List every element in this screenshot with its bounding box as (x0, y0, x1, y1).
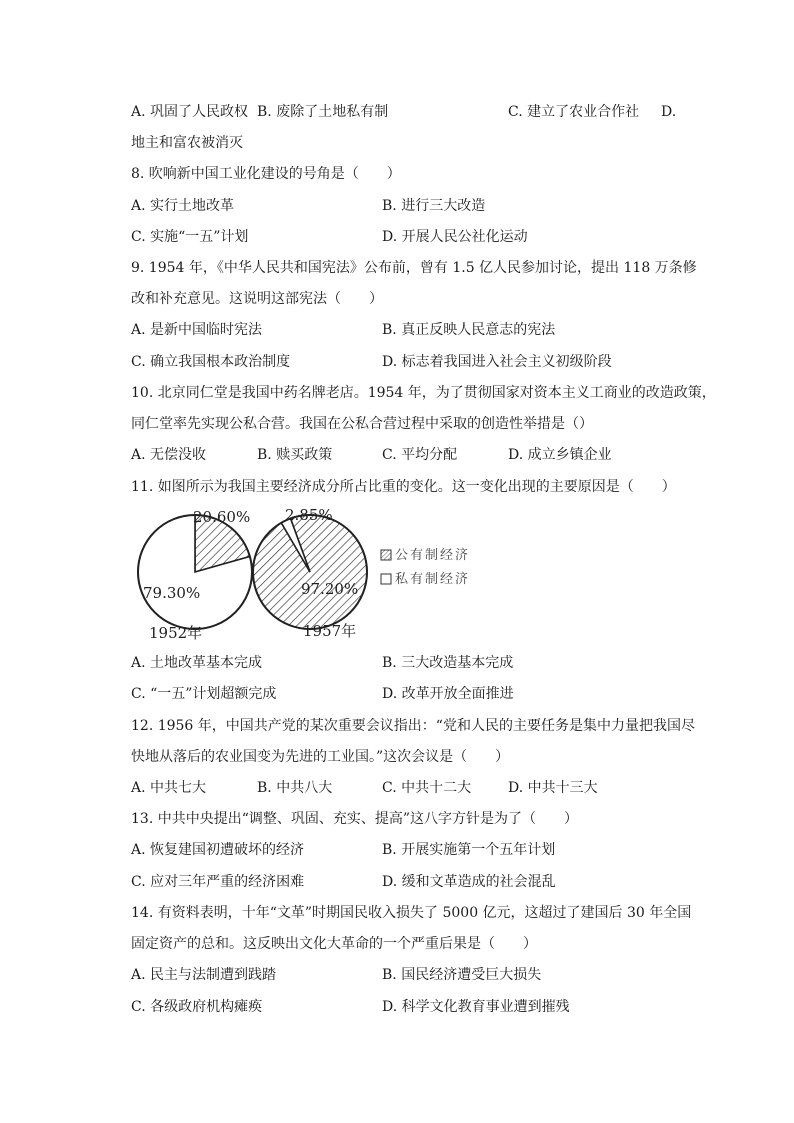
q14-option-a[interactable]: A. 民主与法制遭到践踏 (131, 967, 277, 983)
q13-stem: 13. 中共中央提出“调整、巩固、充实、提高”这八字方针是为了（ ） (131, 811, 579, 827)
q7-option-d-text[interactable]: 地主和富农被消灭 (131, 135, 243, 151)
q11-option-a[interactable]: A. 土地改革基本完成 (131, 655, 263, 671)
q14-stem-line1: 14. 有资料表明，十年“文革”时期国民收入损失了 5000 亿元，这超过了建国后 30 年全国 (131, 905, 692, 921)
q11-pie-figure (125, 500, 505, 645)
q10-option-b[interactable]: B. 赎买政策 (257, 447, 333, 463)
q12-stem-line1: 12. 1956 年，中国共产党的某次重要会议指出：“党和人民的主要任务是集中力量把我国尽 (131, 718, 695, 734)
q12-option-c[interactable]: C. 中共十二大 (382, 780, 472, 796)
q7-option-b[interactable]: B. 废除了土地私有制 (257, 104, 389, 120)
legend (381, 547, 470, 587)
q12-option-b[interactable]: B. 中共八大 (257, 780, 333, 796)
q13-option-b[interactable]: B. 开展实施第一个五年计划 (382, 842, 556, 858)
legend-public-label: 公有制经济 (395, 548, 471, 563)
q8-option-c[interactable]: C. 实施“一五”计划 (131, 229, 249, 245)
q8-option-d[interactable]: D. 开展人民公社化运动 (382, 229, 528, 245)
q13-option-a[interactable]: A. 恢复建国初遭破坏的经济 (131, 842, 305, 858)
pie-1957-public-label: 97.20% (301, 580, 359, 598)
q9-option-c[interactable]: C. 确立我国根本政治制度 (131, 354, 291, 370)
q12-stem-line2: 快地从落后的农业国变为先进的工业国。”这次会议是（ ） (131, 749, 510, 765)
pie-1952-year: 1952年 (149, 624, 203, 642)
q7-option-d-label[interactable]: D. (661, 104, 677, 120)
pie-1957 (253, 515, 367, 629)
q8-option-b[interactable]: B. 进行三大改造 (382, 198, 486, 214)
q10-option-d[interactable]: D. 成立乡镇企业 (508, 447, 612, 463)
legend-private-swatch (381, 574, 391, 584)
q13-option-c[interactable]: C. 应对三年严重的经济困难 (131, 874, 305, 890)
q11-option-d[interactable]: D. 改革开放全面推进 (382, 686, 514, 702)
q14-stem-line2: 固定资产的总和。这反映出文化大革命的一个严重后果是（ ） (131, 936, 537, 952)
q12-option-d[interactable]: D. 中共十三大 (508, 780, 598, 796)
pie-1952-private-label: 79.30% (143, 584, 201, 602)
pie-1952-public-label: 20.60% (193, 508, 251, 526)
pie-1957-year: 1957年 (303, 622, 357, 640)
q13-option-d[interactable]: D. 缓和文革造成的社会混乱 (382, 874, 556, 890)
q11-stem: 11. 如图所示为我国主要经济成分所占比重的变化。这一变化出现的主要原因是（ ） (131, 479, 676, 495)
q14-option-d[interactable]: D. 科学文化教育事业遭到摧残 (382, 999, 570, 1015)
q10-stem-line1: 10. 北京同仁堂是我国中药名牌老店。1954 年，为了贯彻国家对资本主义工商业的改造政策， (131, 385, 716, 401)
q12-option-a[interactable]: A. 中共七大 (131, 780, 207, 796)
pie-1957-private-label: 2.85% (285, 506, 333, 524)
q14-option-c[interactable]: C. 各级政府机构瘫痪 (131, 999, 263, 1015)
q9-option-a[interactable]: A. 是新中国临时宪法 (131, 322, 263, 338)
q14-option-b[interactable]: B. 国民经济遭受巨大损失 (382, 967, 542, 983)
q11-option-c[interactable]: C. “一五”计划超额完成 (131, 686, 277, 702)
q9-stem-line2: 改和补充意见。这说明这部宪法（ ） (131, 291, 383, 307)
q10-stem-line2: 同仁堂率先实现公私合营。我国在公私合营过程中采取的创造性举措是（） (131, 416, 593, 432)
q10-option-a[interactable]: A. 无偿没收 (131, 447, 207, 463)
q7-option-c[interactable]: C. 建立了农业合作社 (508, 104, 640, 120)
q7-option-a[interactable]: A. 巩固了人民政权 (131, 104, 249, 120)
legend-private-label: 私有制经济 (395, 572, 471, 587)
q8-option-a[interactable]: A. 实行土地改革 (131, 198, 235, 214)
q11-option-b[interactable]: B. 三大改造基本完成 (382, 655, 514, 671)
legend-public-swatch (381, 550, 391, 560)
q9-stem-line1: 9. 1954 年，《中华人民共和国宪法》公布前，曾有 1.5 亿人民参加讨论，提出 118 万条修 (131, 260, 697, 276)
pie-1952 (138, 515, 252, 629)
q8-stem: 8. 吹响新中国工业化建设的号角是（ ） (131, 166, 401, 182)
q10-option-c[interactable]: C. 平均分配 (382, 447, 458, 463)
q9-option-d[interactable]: D. 标志着我国进入社会主义初级阶段 (382, 354, 612, 370)
q9-option-b[interactable]: B. 真正反映人民意志的宪法 (382, 322, 556, 338)
